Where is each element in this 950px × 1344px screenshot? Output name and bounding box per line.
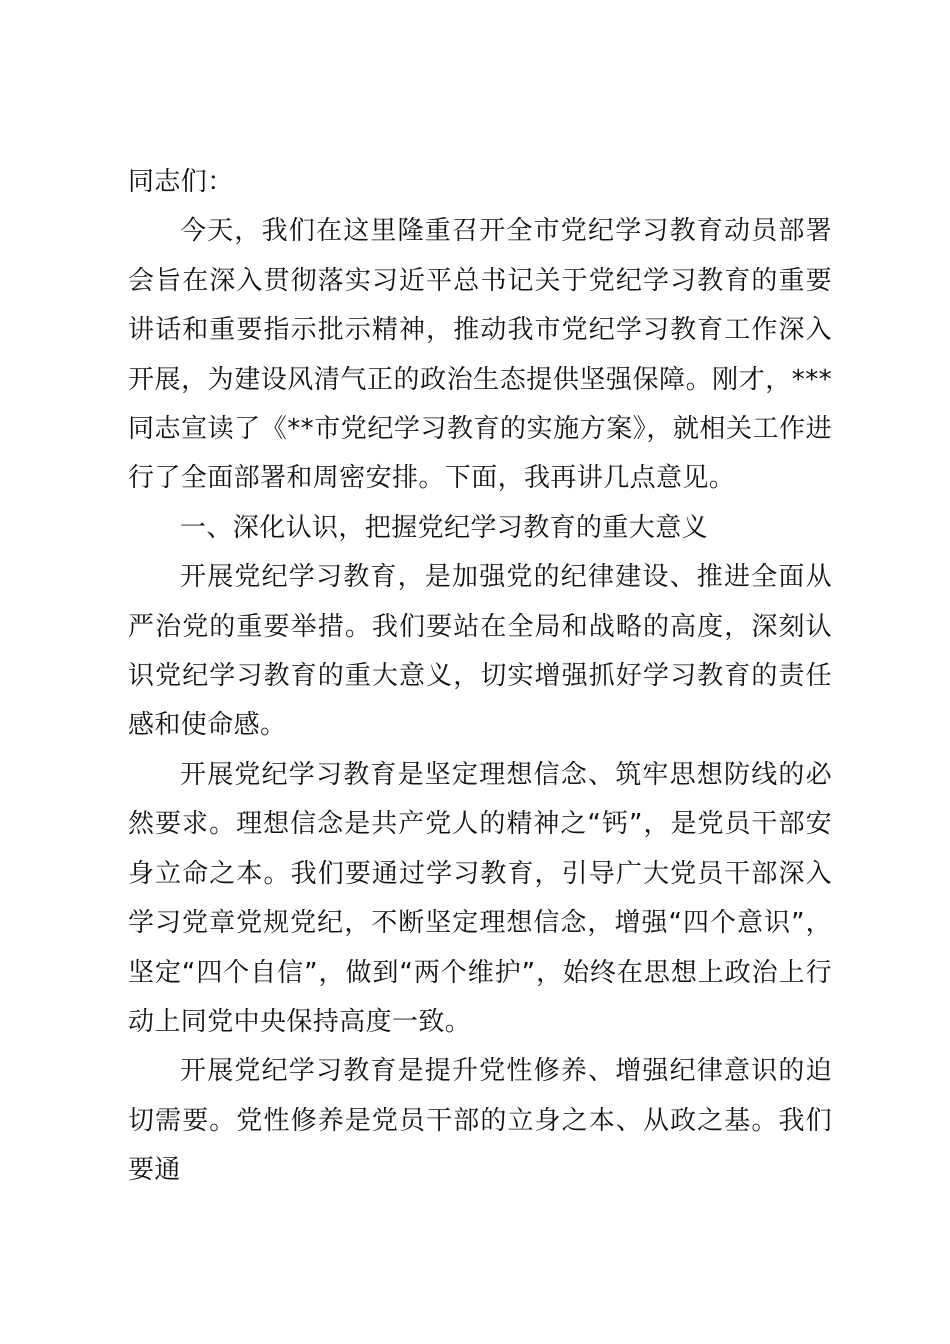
- opening-paragraph: 今天，我们在这里隆重召开全市党纪学习教育动员部署会旨在深入贯彻落实习近平总书记关于党纪学习教育的重要讲话和重要指示批示精神，推动我市党纪学习教育工作深入开展，为建设风清气正的政治生态提供坚强保障。刚才，***同志宣读了《**市党纪学习教育的实施方案》，就相关工作进行了全面部署和周密安排。下面，我再讲几点意见。: [128, 216, 832, 494]
- body-paragraph: 开展党纪学习教育，是加强党的纪律建设、推进全面从严治党的重要举措。我们要站在全局和战略的高度，深刻认识党纪学习教育的重大意义，切实增强抓好学习教育的责任感和使命感。: [128, 562, 832, 741]
- salutation: 同志们：: [128, 167, 234, 197]
- document-body: [128, 158, 832, 1196]
- body-paragraph: 开展党纪学习教育是提升党性修养、增强纪律意识的迫切需要。党性修养是党员干部的立身之本、从政之基。我们要通: [128, 1056, 832, 1186]
- body-paragraph: 开展党纪学习教育是坚定理想信念、筑牢思想防线的必然要求。理想信念是共产党人的精神之“钙”，是党员干部安身立命之本。我们要通过学习教育，引导广大党员干部深入学习党章党规党纪，不断坚定理想信念，增强“四个意识”，坚定“四个自信”，做到“两个维护”，始终在思想上政治上行动上同党中央保持高度一致。: [128, 759, 832, 1037]
- section-heading: 一、深化认识，把握党纪学习教育的重大意义: [180, 512, 709, 543]
